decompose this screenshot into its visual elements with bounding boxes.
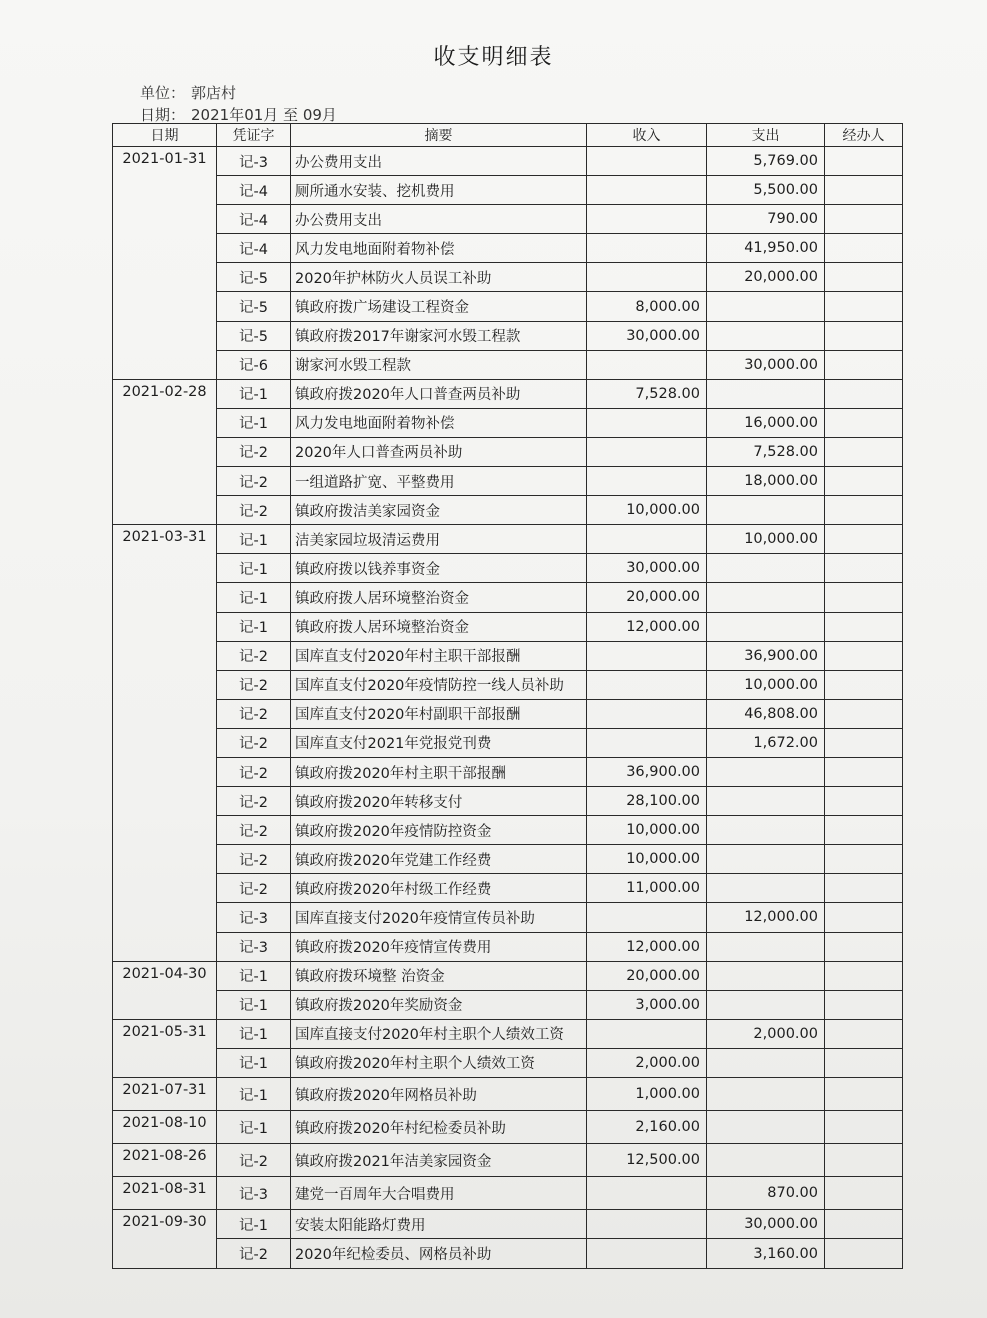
row-expense [707,1048,825,1077]
row-summary: 镇政府拨广场建设工程资金 [291,292,587,321]
row-summary: 2020年护林防火人员误工补助 [291,263,587,292]
row-handler [825,903,903,932]
row-income [587,1210,707,1239]
row-summary: 镇政府拨2020年村主职个人绩效工资 [291,1048,587,1077]
table-row [113,321,903,350]
row-income: 10,000.00 [587,496,707,525]
row-voucher: 记-1 [217,961,291,990]
row-income: 1,000.00 [587,1078,707,1111]
row-voucher: 记-2 [217,670,291,699]
row-handler [825,437,903,466]
table-row [113,176,903,205]
row-income: 36,900.00 [587,757,707,786]
row-handler [825,641,903,670]
row-handler [825,525,903,554]
row-income: 11,000.00 [587,874,707,903]
table-row [113,1144,903,1177]
row-income [587,670,707,699]
row-income: 12,000.00 [587,612,707,641]
row-income: 2,160.00 [587,1111,707,1144]
row-expense [707,612,825,641]
row-expense [707,757,825,786]
row-income [587,437,707,466]
table-row [113,263,903,292]
row-date: 2021-08-31 [113,1177,217,1210]
row-summary: 国库直支付2021年党报党刊费 [291,728,587,757]
row-summary: 镇政府拨2020年奖励资金 [291,990,587,1019]
row-voucher: 记-1 [217,1210,291,1239]
row-income [587,1239,707,1268]
table-row [113,379,903,408]
row-handler [825,845,903,874]
date-label: 日期： [140,106,186,124]
row-expense: 10,000.00 [707,670,825,699]
row-summary: 风力发电地面附着物补偿 [291,408,587,437]
row-income [587,699,707,728]
table-row [113,1078,903,1111]
row-income [587,350,707,379]
row-voucher: 记-1 [217,1111,291,1144]
row-voucher: 记-1 [217,1048,291,1077]
row-summary: 国库直支付2020年村副职干部报酬 [291,699,587,728]
table-row [113,525,903,554]
row-handler [825,583,903,612]
row-expense: 36,900.00 [707,641,825,670]
row-summary: 洁美家园垃圾清运费用 [291,525,587,554]
row-voucher: 记-2 [217,728,291,757]
table-row [113,757,903,786]
unit-line [140,82,242,103]
row-expense: 46,808.00 [707,699,825,728]
header-summary: 摘要 [291,124,587,147]
row-expense [707,1111,825,1144]
row-handler [825,1144,903,1177]
row-date: 2021-01-31 [113,147,217,380]
row-income: 20,000.00 [587,961,707,990]
row-voucher: 记-4 [217,176,291,205]
row-voucher: 记-5 [217,263,291,292]
row-expense: 3,160.00 [707,1239,825,1268]
row-handler [825,554,903,583]
table-row [113,1048,903,1077]
row-date: 2021-08-10 [113,1111,217,1144]
row-expense: 30,000.00 [707,1210,825,1239]
header-expense: 支出 [707,124,825,147]
row-expense [707,321,825,350]
row-summary: 国库直接支付2020年疫情宣传员补助 [291,903,587,932]
row-expense [707,583,825,612]
table-row [113,583,903,612]
row-summary: 镇政府拨环境整 治资金 [291,961,587,990]
row-income: 10,000.00 [587,845,707,874]
row-summary: 镇政府拨人居环境整治资金 [291,583,587,612]
row-expense [707,1144,825,1177]
table-row [113,932,903,961]
row-handler [825,176,903,205]
table-row [113,496,903,525]
row-expense: 7,528.00 [707,437,825,466]
row-summary: 2020年纪检委员、网格员补助 [291,1239,587,1268]
row-voucher: 记-2 [217,1144,291,1177]
row-handler [825,874,903,903]
row-expense [707,496,825,525]
row-voucher: 记-2 [217,699,291,728]
row-voucher: 记-1 [217,612,291,641]
row-expense: 2,000.00 [707,1019,825,1048]
row-voucher: 记-2 [217,467,291,496]
row-income: 3,000.00 [587,990,707,1019]
row-summary: 办公费用支出 [291,147,587,176]
row-handler [825,1210,903,1239]
row-voucher: 记-1 [217,990,291,1019]
row-income: 8,000.00 [587,292,707,321]
table-row [113,408,903,437]
row-expense [707,990,825,1019]
row-summary: 安装太阳能路灯费用 [291,1210,587,1239]
row-voucher: 记-2 [217,787,291,816]
row-income: 30,000.00 [587,554,707,583]
row-expense [707,845,825,874]
row-expense: 12,000.00 [707,903,825,932]
row-summary: 镇政府拨2020年人口普查两员补助 [291,379,587,408]
row-income [587,641,707,670]
row-summary: 镇政府拨2017年谢家河水毁工程款 [291,321,587,350]
row-summary: 2020年人口普查两员补助 [291,437,587,466]
table-row [113,350,903,379]
row-income [587,1177,707,1210]
row-income: 10,000.00 [587,816,707,845]
ledger-body [113,147,903,1269]
table-row [113,554,903,583]
row-expense [707,932,825,961]
row-handler [825,408,903,437]
document-title: 收支明细表 [433,45,554,70]
row-summary: 镇政府拨洁美家园资金 [291,496,587,525]
table-row [113,990,903,1019]
row-summary: 建党一百周年大合唱费用 [291,1177,587,1210]
row-income [587,728,707,757]
row-income: 20,000.00 [587,583,707,612]
table-row [113,205,903,234]
table-row [113,467,903,496]
row-date: 2021-02-28 [113,379,217,524]
row-handler [825,757,903,786]
row-voucher: 记-1 [217,583,291,612]
unit-value: 郭店村 [191,84,237,102]
row-handler [825,961,903,990]
table-row [113,641,903,670]
row-expense: 790.00 [707,205,825,234]
row-summary: 国库直接支付2020年村主职个人绩效工资 [291,1019,587,1048]
row-handler [825,496,903,525]
row-handler [825,1078,903,1111]
row-handler [825,1111,903,1144]
row-handler [825,1048,903,1077]
row-date: 2021-04-30 [113,961,217,1019]
row-expense [707,874,825,903]
table-row [113,612,903,641]
row-income [587,525,707,554]
row-date: 2021-05-31 [113,1019,217,1077]
row-summary: 镇政府拨2020年网格员补助 [291,1078,587,1111]
header-income: 收入 [587,124,707,147]
row-voucher: 记-3 [217,147,291,176]
date-range-value: 2021年01月 至 09月 [191,106,337,124]
row-expense: 20,000.00 [707,263,825,292]
row-expense: 5,769.00 [707,147,825,176]
row-handler [825,379,903,408]
row-handler [825,292,903,321]
row-expense: 41,950.00 [707,234,825,263]
row-expense [707,961,825,990]
row-income [587,1019,707,1048]
row-summary: 镇政府拨2021年洁美家园资金 [291,1144,587,1177]
row-summary: 镇政府拨以钱养事资金 [291,554,587,583]
row-summary: 厕所通水安装、挖机费用 [291,176,587,205]
table-row [113,234,903,263]
row-voucher: 记-2 [217,845,291,874]
row-handler [825,728,903,757]
row-voucher: 记-2 [217,757,291,786]
row-income: 30,000.00 [587,321,707,350]
row-voucher: 记-5 [217,321,291,350]
row-voucher: 记-2 [217,874,291,903]
row-summary: 镇政府拨2020年村主职干部报酬 [291,757,587,786]
row-expense: 10,000.00 [707,525,825,554]
row-summary: 风力发电地面附着物补偿 [291,234,587,263]
table-row [113,1019,903,1048]
row-voucher: 记-4 [217,205,291,234]
row-income [587,205,707,234]
row-expense: 30,000.00 [707,350,825,379]
row-income: 12,500.00 [587,1144,707,1177]
row-income [587,263,707,292]
row-voucher: 记-4 [217,234,291,263]
unit-label: 单位： [140,84,186,102]
row-handler [825,147,903,176]
table-row [113,1177,903,1210]
row-summary: 国库直支付2020年村主职干部报酬 [291,641,587,670]
row-handler [825,612,903,641]
row-income [587,147,707,176]
row-expense [707,292,825,321]
table-row [113,1210,903,1239]
row-summary: 谢家河水毁工程款 [291,350,587,379]
ledger-table [112,123,903,1269]
header-voucher: 凭证字 [217,124,291,147]
row-expense [707,816,825,845]
row-expense: 5,500.00 [707,176,825,205]
row-voucher: 记-3 [217,903,291,932]
row-date: 2021-09-30 [113,1210,217,1268]
row-income: 12,000.00 [587,932,707,961]
row-summary: 镇政府拨2020年党建工作经费 [291,845,587,874]
row-expense [707,554,825,583]
row-income: 28,100.00 [587,787,707,816]
header-date: 日期 [113,124,217,147]
row-voucher: 记-2 [217,1239,291,1268]
row-voucher: 记-1 [217,408,291,437]
table-row [113,670,903,699]
row-date: 2021-07-31 [113,1078,217,1111]
row-income: 7,528.00 [587,379,707,408]
row-summary: 国库直支付2020年疫情防控一线人员补助 [291,670,587,699]
row-voucher: 记-1 [217,525,291,554]
table-header-row [113,124,903,147]
row-date: 2021-08-26 [113,1144,217,1177]
row-handler [825,1239,903,1268]
row-income: 2,000.00 [587,1048,707,1077]
row-income [587,234,707,263]
row-voucher: 记-1 [217,1019,291,1048]
row-income [587,408,707,437]
date-line [140,104,343,125]
row-handler [825,816,903,845]
row-voucher: 记-2 [217,437,291,466]
row-summary: 镇政府拨人居环境整治资金 [291,612,587,641]
row-voucher: 记-6 [217,350,291,379]
table-row [113,699,903,728]
row-handler [825,787,903,816]
row-handler [825,1177,903,1210]
row-handler [825,990,903,1019]
row-voucher: 记-1 [217,1078,291,1111]
row-voucher: 记-1 [217,554,291,583]
row-expense: 16,000.00 [707,408,825,437]
row-voucher: 记-5 [217,292,291,321]
row-voucher: 记-3 [217,1177,291,1210]
row-handler [825,350,903,379]
row-expense: 1,672.00 [707,728,825,757]
table-row [113,961,903,990]
row-summary: 镇政府拨2020年疫情防控资金 [291,816,587,845]
row-expense [707,379,825,408]
row-handler [825,234,903,263]
row-expense [707,1078,825,1111]
table-row [113,845,903,874]
header-handler: 经办人 [825,124,903,147]
table-row [113,728,903,757]
row-handler [825,932,903,961]
table-row [113,903,903,932]
table-row [113,816,903,845]
row-summary: 镇政府拨2020年村级工作经费 [291,874,587,903]
row-income [587,176,707,205]
row-voucher: 记-1 [217,379,291,408]
row-income [587,903,707,932]
row-handler [825,205,903,234]
row-expense: 870.00 [707,1177,825,1210]
row-summary: 镇政府拨2020年疫情宣传费用 [291,932,587,961]
row-voucher: 记-2 [217,816,291,845]
table-row [113,874,903,903]
row-handler [825,670,903,699]
row-summary: 办公费用支出 [291,205,587,234]
row-summary: 一组道路扩宽、平整费用 [291,467,587,496]
row-summary: 镇政府拨2020年村纪检委员补助 [291,1111,587,1144]
row-voucher: 记-2 [217,496,291,525]
row-handler [825,1019,903,1048]
table-row [113,787,903,816]
row-summary: 镇政府拨2020年转移支付 [291,787,587,816]
row-handler [825,699,903,728]
row-handler [825,467,903,496]
table-row [113,147,903,176]
table-row [113,437,903,466]
row-handler [825,263,903,292]
row-date: 2021-03-31 [113,525,217,961]
row-expense: 18,000.00 [707,467,825,496]
row-income [587,467,707,496]
row-voucher: 记-3 [217,932,291,961]
table-row [113,292,903,321]
row-voucher: 记-2 [217,641,291,670]
row-expense [707,787,825,816]
table-row [113,1111,903,1144]
row-handler [825,321,903,350]
table-row [113,1239,903,1268]
